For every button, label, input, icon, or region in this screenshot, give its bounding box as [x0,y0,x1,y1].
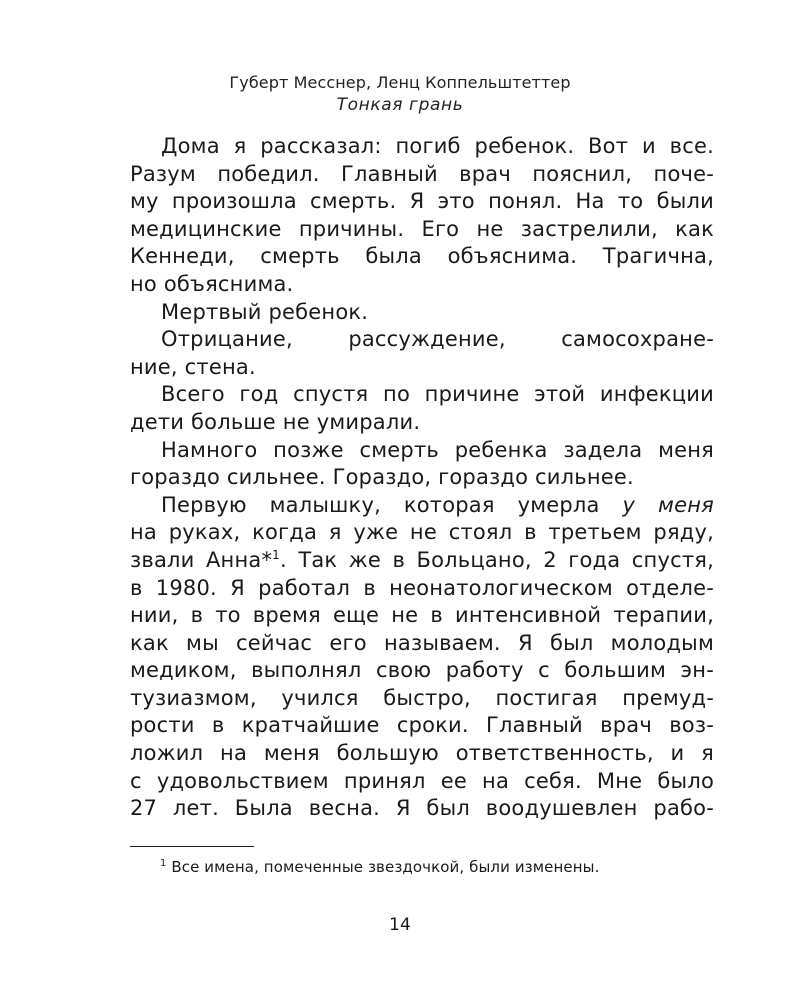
text-line: ние, стена. [130,354,256,379]
text-line: как мы сейчас его называем. Я был молодым [130,630,714,655]
text-line [130,547,714,575]
text-line: рости в кратчайшие сроки. Главный врач воз- [130,713,714,738]
text-line: гораздо сильнее. Гораздо, гораздо сильнее. [130,465,634,490]
running-head-authors: Губерт Месснер, Ленц Коппельштеттер [229,73,571,92]
page-number: 14 [389,915,411,935]
text-line: медицинские причины. Его не застрелили, как [130,216,714,241]
text-line: Намного позже смерть ребенка задела меня [161,437,714,462]
text-line: ложил на меня большую ответственность, и я [130,741,714,766]
text-line: в 1980. Я работал в неонатологическом отделе- [130,575,714,600]
footnote [160,858,599,876]
text-line: нии, в то время еще не в интенсивной терапии, [130,603,714,628]
text-line: му произошла смерть. Я это понял. На то были [130,189,714,214]
italic-emphasis: у меня [622,492,714,517]
text-segment: Первую малышку, которая умерла [161,492,600,517]
footnote-reference[interactable]: 1 [272,547,280,562]
text-line: Отрицание, рассуждение, самосохране- [161,327,714,352]
text-line: с удовольствием принял ее на себя. Мне было [130,768,714,793]
text-segment: звали Анна* [130,547,273,572]
footnote-text: Все имена, помеченные звездочкой, были изменены. [166,858,600,876]
footnote-marker: 1 [160,858,167,869]
text-line: Разум победил. Главный врач пояснил, поче- [130,161,714,186]
text-line: на руках, когда я уже не стоял в третьем ряду, [130,520,714,545]
running-head-book-title: Тонкая грань [336,95,464,115]
text-line: тузиазмом, учился быстро, постигая премуд- [130,685,714,710]
text-line: Всего год спустя по причине этой инфекции [161,382,714,407]
text-line: но объяснима. [130,271,294,296]
body-text [130,133,714,823]
text-segment: . Так же в Больцано, 2 года спустя, [279,547,714,572]
text-line [130,492,714,520]
text-line: Дома я рассказал: погиб ребенок. Вот и все. [161,134,714,158]
text-line: Кеннеди, смерть была объяснима. Трагична, [130,244,714,269]
text-line: дети больше не умирали. [130,409,421,434]
footnote-divider [130,846,254,847]
text-line: Мертвый ребенок. [161,299,369,324]
text-line: медиком, выполнял свою работу с большим эн- [130,658,714,683]
text-line: 27 лет. Была весна. Я был воодушевлен рабо- [130,796,714,821]
